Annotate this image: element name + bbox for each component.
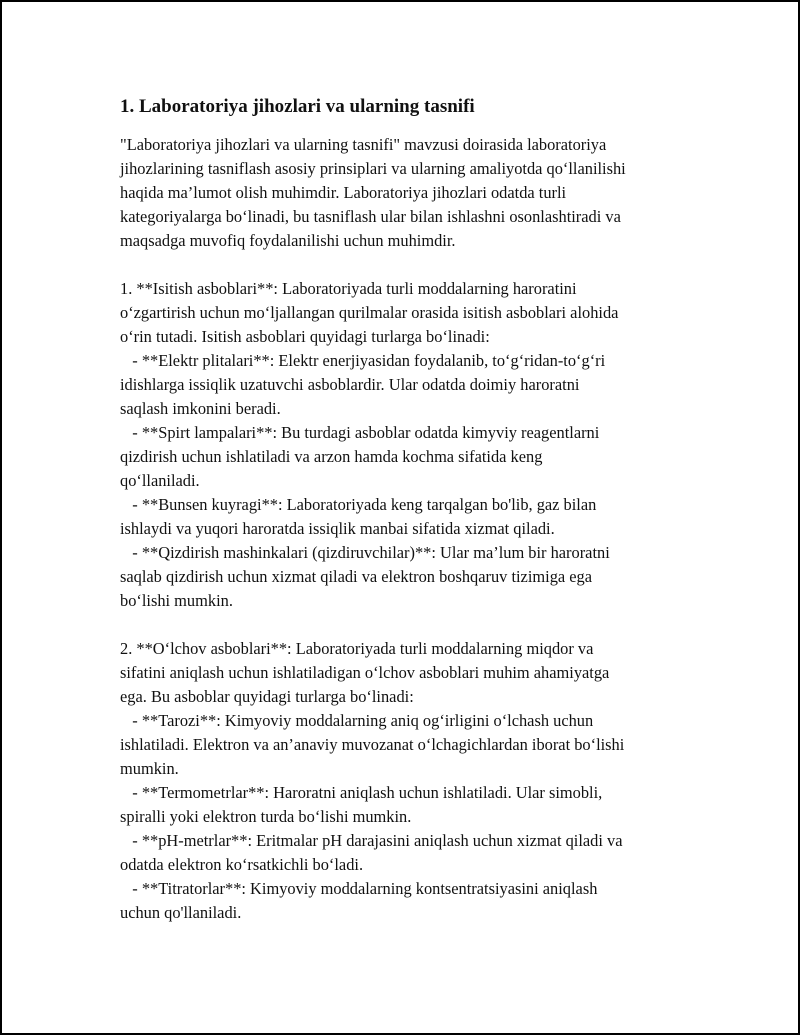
paragraph-gap [120, 253, 700, 277]
text-line: idishlarga issiqlik uzatuvchi asboblardir. Ular odatda doimiy haroratni [120, 375, 580, 394]
text-line: bo‘lishi mumkin. [120, 591, 233, 610]
text-line: ishlatiladi. Elektron va an’anaviy muvozanat o‘lchagichlardan iborat bo‘lishi [120, 735, 625, 754]
text-line: saqlab qizdirish uchun xizmat qiladi va elektron boshqaruv tizimiga ega [120, 567, 593, 586]
text-line: - **pH-metrlar**: Eritmalar pH darajasini aniqlash uchun xizmat qiladi va [120, 831, 623, 850]
text-line: spiralli yoki elektron turda bo‘lishi mumkin. [120, 807, 412, 826]
text-line: ishlaydi va yuqori haroratda issiqlik manbai sifatida xizmat qiladi. [120, 519, 555, 538]
text-line: - **Elektr plitalari**: Elektr enerjiyasidan foydalanib, to‘g‘ridan-to‘g‘ri [120, 351, 606, 370]
text-line: - **Qizdirish mashinkalari (qizdiruvchilar)**: Ular ma’lum bir haroratni [120, 543, 610, 562]
heating-devices-section [120, 277, 700, 613]
text-line: 1. **Isitish asboblari**: Laboratoriyada turli moddalarning haroratini [120, 279, 577, 298]
text-line: mumkin. [120, 759, 179, 778]
text-line: - **Bunsen kuyragi**: Laboratoriyada keng tarqalgan bo'lib, gaz bilan [120, 495, 597, 514]
text-line: uchun qo'llaniladi. [120, 903, 242, 922]
text-line: o‘rin tutadi. Isitish asboblari quyidagi turlarga bo‘linadi: [120, 327, 490, 346]
document-body [120, 94, 700, 925]
text-line: - **Titratorlar**: Kimyoviy moddalarning kontsentratsiyasini aniqlash [120, 879, 598, 898]
text-line: haqida ma’lumot olish muhimdir. Laboratoriya jihozlari odatda turli [120, 183, 567, 202]
text-line: qizdirish uchun ishlatiladi va arzon hamda kochma sifatida keng [120, 447, 543, 466]
text-line: odatda elektron ko‘rsatkichli bo‘ladi. [120, 855, 364, 874]
text-line: - **Tarozi**: Kimyoviy moddalarning aniq og‘irligini o‘lchash uchun [120, 711, 594, 730]
text-line: o‘zgartirish uchun mo‘ljallangan qurilmalar orasida isitish asboblari alohida [120, 303, 619, 322]
text-line: - **Spirt lampalari**: Bu turdagi asboblar odatda kimyviy reagentlarni [120, 423, 600, 442]
text-line: saqlash imkonini beradi. [120, 399, 281, 418]
text-line: sifatini aniqlash uchun ishlatiladigan o‘lchov asboblari muhim ahamiyatga [120, 663, 610, 682]
text-line: ega. Bu asboblar quyidagi turlarga bo‘linadi: [120, 687, 414, 706]
text-line: maqsadga muvofiq foydalanilishi uchun muhimdir. [120, 231, 456, 250]
text-line: kategoriyalarga bo‘linadi, bu tasniflash ular bilan ishlashni osonlashtiradi va [120, 207, 621, 226]
intro-paragraph [120, 133, 700, 253]
text-line: jihozlarining tasniflash asosiy prinsiplari va ularning amaliyotda qo‘llanilishi [120, 159, 626, 178]
text-line: qo‘llaniladi. [120, 471, 200, 490]
section-heading: 1. Laboratoriya jihozlari va ularning tasnifi [120, 96, 475, 117]
text-line: - **Termometrlar**: Haroratni aniqlash uchun ishlatiladi. Ular simobli, [120, 783, 603, 802]
text-line: 2. **O‘lchov asboblari**: Laboratoriyada turli moddalarning miqdor va [120, 639, 594, 658]
paragraph-gap [120, 613, 700, 637]
text-line: "Laboratoriya jihozlari va ularning tasnifi" mavzusi doirasida laboratoriya [120, 135, 607, 154]
measuring-devices-section [120, 637, 700, 925]
